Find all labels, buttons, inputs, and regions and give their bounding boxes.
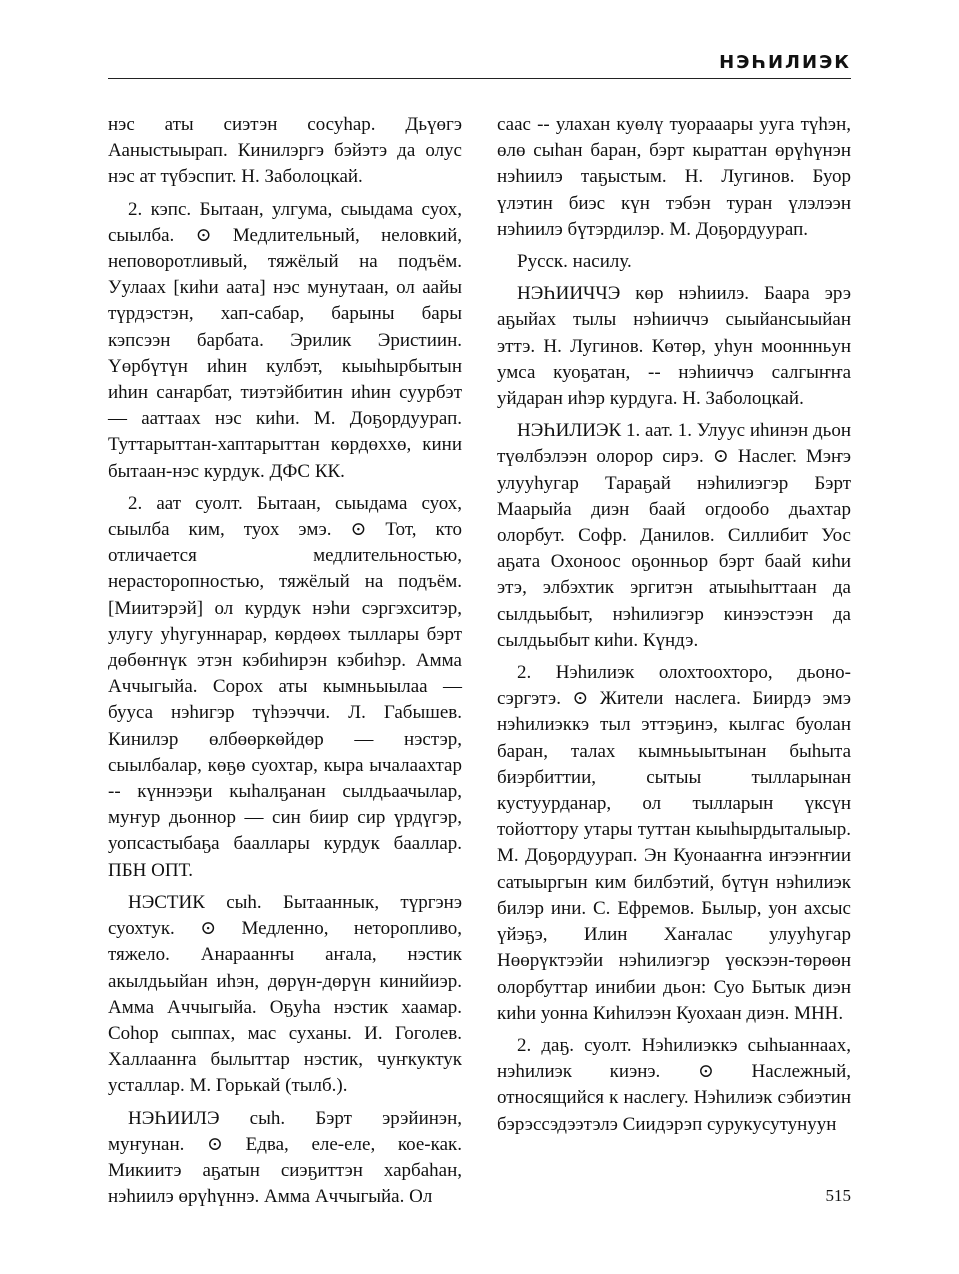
entry-nehiichche: НЭҺИИЧЧЭ көр нэһиилэ. Баара эрэ аҕыйах тылы нэһииччэ сыыйансыыйан эттэ. Н. Лугинов. Көтөр, уһун мооннньун умса куоҕатан, -- нэһииччэ салгыҥҥа уйдаран иһэр курдуга. Н. Заболоцкай.: [497, 283, 851, 410]
entry-nehiliek: НЭҺИЛИЭК 1. аат. 1. Улуус иһинэн дьон түөлбэлээн олорор сирэ. ⊙ Наслег. Мэҥэ улууһугар Тараҕай нэһилиэгэр Бэрт Маарыйа диэн баай огдообо дьахтар олорбут. Софр. Данилов. Силлибит Уос аҕата Охоноос оҕонньор бэрт баай киһи этэ, элбэхтик эргитэн атыыһыттаан да сылдьыбыт, нэһилиэгэр кинээстээн да сылдьыбыт киһи. Күндэ.: [497, 420, 851, 651]
entry-paragraph: 2. Нэһилиэк олохтоохторо, дьоно-сэргэтэ. ⊙ Жители наслега. Биирдэ эмэ нэһилиэккэ тыл эттэҕинэ, кылгас буолан баран, талах кымньыытынан быһыта биэрбиттии, сытыы тылларынан кустуурданар, ол тылларын үксүн тойоттору утары туттан кыыһырдыталыыр. М. Доҕордуурап. Эн Куонааҥҥа иҥээҥҥии сатыыргын ким билбэтий, бүтүн нэһилиэк билэр ини. С. Ефремов. Былыр, уон ахсыс үйэҕэ, Илин Хаҥалас улууһугар Нөөрүктээйи нэһилиэгэр үөскээн-төрөөн олорбуттар инибии дьон: Суо Бытык диэн киһи уонна Киһилээн Куохаан диэн. МНН.: [497, 662, 851, 1024]
entry-paragraph: нэс аты сиэтэн сосуһар. Дьүөгэ Ааныстыырап. Кинилэргэ бэйэтэ да олус нэс ат түбэспит. Н. Заболоцкай.: [108, 114, 462, 188]
left-column: [108, 112, 462, 1216]
entry-nehiile: НЭҺИИЛЭ сыһ. Бэрт эрэйинэн, муҥунан. ⊙ Едва, еле-еле, кое-как. Микиитэ аҕатын сиэҕиттэн харбаһан, нэһиилэ өрүһүннэ. Амма Аччыгыйа. Ол: [108, 1107, 462, 1208]
entry-paragraph: саас -- улахан куөлү туорааары ууга түһэн, өлө сыһан баран, бэрт кыраттан өрүһүнэн нэһиилэ таҕыстым. Н. Лугинов. Буор үлэтин биэс күн тэбэн туран үлэлээн нэһиилэ бүтэрдилэр. М. Доҕордуурап.: [497, 114, 851, 240]
page-number: 515: [825, 1186, 851, 1205]
entry-paragraph: 2. даҕ. суолт. Нэһилиэккэ сыһыаннаах, нэһилиэк киэнэ. ⊙ Наслежный, относящийся к наслегу. Нэһилиэк сэбиэтин бэрэссэдээтэлэ Сиидэрэп сурукусутунуун: [497, 1034, 851, 1135]
header-rule: [108, 78, 851, 79]
russian-equivalent: Русск. насилу.: [517, 251, 632, 273]
entry-paragraph: 2. аат суолт. Бытаан, сыыдама суох, сыылба ким, туох эмэ. ⊙ Тот, кто отличается медлительностью, нерасторопностью, тяжёлый на подъём. [Миитэрэй] ол курдук нэһи сэргэхситэр, улугу уһугуннарар, көрдөөх тыллары бэрт дөбөҥнүк этэн кэбиһирэн кэбиһэр. Амма Аччыгыйа. Сорох аты кымньыылаа — бууса нэһигэр түһээччи. Л. Габышев. Кинилэр өлбөөркөйдөр — нэстэр, сыылбалар, көҕө суохтар, кыра ычалаахтар -- күннээҕи кыһалҕанан сылдьаачылар, муҥур дьоннор — син биир сир үрдүгэр, уопсастыбаҕа бааллары курдук бааллар. ПБН ОПТ.: [108, 492, 462, 881]
entry-paragraph: 2. кэпс. Бытаан, улгума, сыыдама суох, сыылба. ⊙ Медлительный, неловкий, неповоротливый, тяжёлый на подъём. Уулаах [киһи аата] нэс мунутаан, ол аайы түрдэстэн, хап-сабар, барыны бары кэпсээн барбата. Эрилик Эристиин. Үөрбүтүн иһин кулбэт, кыыһырбытын иһин саҥарбат, тиэтэйбитин иһин суурбэт — ааттаах нэс киһи. М. Доҕордуурап. Туттарыттан-хаптарыттан көрдөххө, кини бытаан-нэс курдук. ДФС КК.: [108, 198, 462, 482]
right-column: [497, 112, 851, 1144]
entry-nestik: НЭСТИК сыһ. Бытааннык, түргэнэ суохтук. ⊙ Медленно, неторопливо, тяжело. Анараанҥы аҥала, нэстик акылдьыйан иһэн, дөрүн-дөрүн кинийиэр. Амма Аччыгыйа. Оҕуһа нэстик хаамар. Соһор сыппах, мас суханы. И. Гоголев. Халлаанҥа былыттар нэстик, чуҥкуктук усталлар. М. Горькай (тылб.).: [108, 891, 462, 1097]
running-head: НЭҺИЛИЭК: [719, 52, 851, 73]
